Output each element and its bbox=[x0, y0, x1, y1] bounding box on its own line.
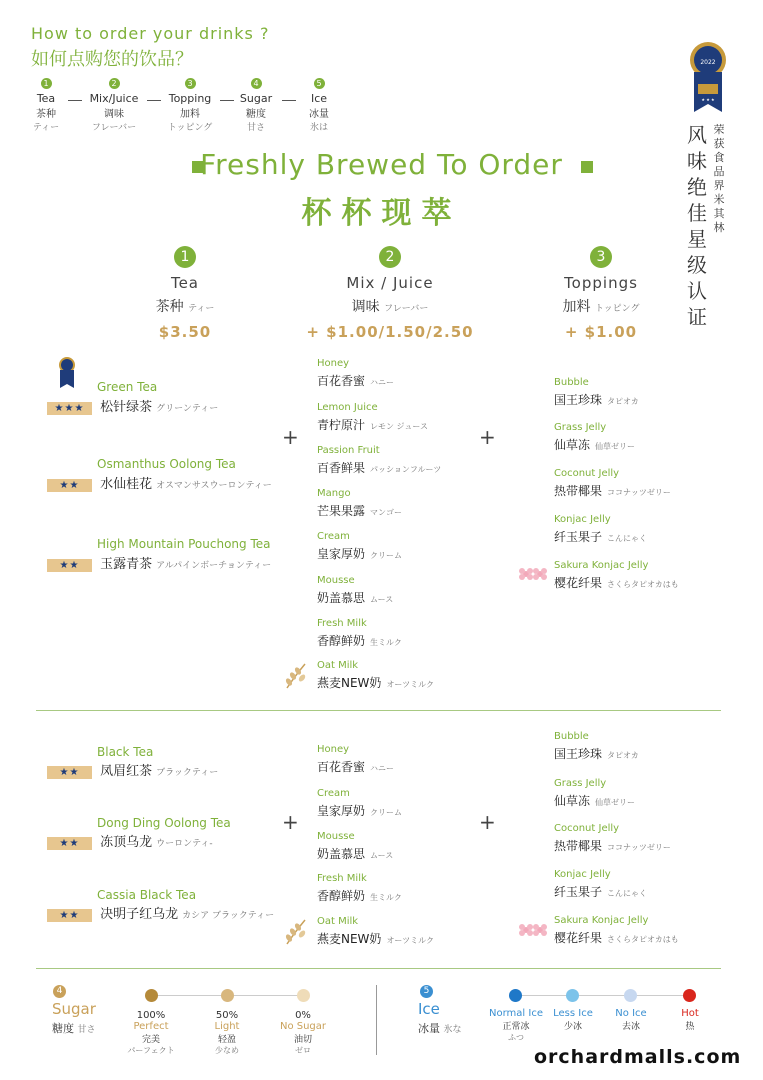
mix-name-en: Mousse bbox=[317, 575, 355, 586]
mix-item bbox=[317, 831, 393, 862]
topping-item bbox=[554, 778, 635, 809]
mix-name-zh: 百香鲜果 パッションフルーツ bbox=[317, 461, 442, 475]
section-divider bbox=[36, 710, 721, 711]
tea-item bbox=[97, 380, 157, 394]
footer-watermark: orchardmalls.com bbox=[534, 1046, 742, 1068]
how-to-order-en: How to order your drinks ? bbox=[31, 24, 270, 43]
mix-item bbox=[317, 744, 394, 775]
mix-name-en: Passion Fruit bbox=[317, 445, 380, 456]
mix-name-zh: 燕麦NEW奶 オーツミルク bbox=[317, 676, 434, 690]
step-label-jp: トッピング bbox=[167, 123, 213, 133]
star-rating: ★★ bbox=[47, 909, 92, 922]
mix-item bbox=[317, 788, 402, 819]
ice-scale-line bbox=[516, 995, 690, 996]
mix-name-en: Oat Milk bbox=[317, 916, 359, 927]
mix-name-en: Fresh Milk bbox=[317, 873, 367, 884]
ice-dot-none bbox=[624, 989, 637, 1002]
mix-name-zh: 奶盖慕思 ムース bbox=[317, 591, 394, 605]
topping-name-en: Konjac Jelly bbox=[554, 869, 611, 880]
sugar-dot-half bbox=[221, 989, 234, 1002]
title-zh: 杯杯现萃 bbox=[301, 196, 462, 231]
column-tea-header bbox=[95, 246, 275, 341]
plus-sign: + bbox=[479, 810, 496, 834]
topping-item bbox=[554, 731, 639, 762]
step-mix bbox=[86, 78, 142, 133]
mix-name-zh: 皇家厚奶 クリーム bbox=[317, 804, 403, 818]
mix-name-en: Oat Milk bbox=[317, 660, 359, 671]
tea-name-en: Dong Ding Oolong Tea bbox=[97, 816, 231, 830]
topping-item bbox=[554, 422, 635, 453]
tea-item-row bbox=[47, 903, 274, 922]
oat-icon bbox=[281, 918, 311, 946]
badge-year: 2022 bbox=[700, 59, 716, 66]
mix-name-zh: 香醇鲜奶 生ミルク bbox=[317, 889, 402, 903]
mix-item bbox=[317, 402, 428, 433]
tea-name-zh: 水仙桂花 オスマンサスウーロンティー bbox=[100, 477, 272, 492]
mix-item bbox=[317, 575, 393, 606]
svg-text:★ ★ ★: ★ ★ ★ bbox=[701, 97, 715, 102]
topping-name-zh: 国王珍珠 タピオカ bbox=[554, 747, 639, 761]
step-divider bbox=[68, 100, 82, 101]
topping-name-en: Bubble bbox=[554, 731, 589, 742]
star-rating: ★★ bbox=[47, 766, 92, 779]
step-label-jp: 甘さ bbox=[246, 123, 265, 133]
tea-item bbox=[97, 537, 270, 551]
step-label-zh: 糖度 bbox=[246, 109, 266, 120]
ice-title-en: Ice bbox=[418, 1000, 440, 1018]
tea-name-zh: 松针绿茶 グリーンティー bbox=[100, 400, 219, 415]
column-title-zh: 茶种 ティー bbox=[155, 299, 215, 315]
ice-dot-normal bbox=[509, 989, 522, 1002]
mix-name-en: Cream bbox=[317, 788, 350, 799]
step-sugar bbox=[228, 78, 284, 133]
step-label-en: Topping bbox=[168, 92, 212, 105]
column-mix-header bbox=[300, 246, 480, 341]
step-label-jp: フレーバー bbox=[91, 123, 137, 133]
tea-item-row bbox=[47, 760, 218, 779]
mix-name-en: Honey bbox=[317, 744, 350, 755]
plus-sign: + bbox=[282, 810, 299, 834]
sugar-level: 50% Light 轻盈 少なめ bbox=[214, 1010, 240, 1055]
ice-dot-hot bbox=[683, 989, 696, 1002]
tea-item bbox=[97, 457, 236, 471]
topping-name-zh: 仙草冻 仙草ゼリー bbox=[554, 438, 636, 452]
ice-level: No Ice 去冰 bbox=[615, 1008, 647, 1032]
mix-name-zh: 燕麦NEW奶 オーツミルク bbox=[317, 932, 434, 946]
topping-name-zh: 热带椰果 ココナッツゼリー bbox=[554, 839, 671, 853]
topping-name-zh: 樱花纤果 さくらタピオカはも bbox=[554, 576, 679, 590]
sugar-step-number: 4 bbox=[53, 985, 66, 998]
sakura-icon bbox=[518, 564, 548, 584]
step-divider bbox=[147, 100, 161, 101]
topping-name-zh: 国王珍珠 タピオカ bbox=[554, 393, 639, 407]
sugar-ice-divider bbox=[376, 985, 377, 1055]
step-label-zh: 调味 bbox=[104, 109, 124, 120]
topping-name-zh: 纤玉果子 こんにゃく bbox=[554, 530, 647, 544]
mix-item bbox=[317, 618, 402, 649]
tea-item-row bbox=[47, 831, 213, 850]
mix-name-en: Cream bbox=[317, 531, 350, 542]
step-label-en: Mix/Juice bbox=[89, 92, 139, 105]
column-title-en: Toppings bbox=[564, 274, 638, 292]
step-label-zh: 加料 bbox=[180, 109, 200, 120]
topping-item bbox=[554, 869, 647, 900]
step-label-en: Sugar bbox=[239, 92, 273, 105]
ice-level: Normal Ice 正常冰 ふつ bbox=[489, 1008, 543, 1042]
tea-name-en: High Mountain Pouchong Tea bbox=[97, 537, 271, 551]
tea-name-en: Black Tea bbox=[97, 745, 154, 759]
tea-name-zh: 凤眉红茶 ブラックティー bbox=[100, 764, 219, 779]
step-tea bbox=[18, 78, 74, 133]
sugar-title-zh: 糖度 甘さ bbox=[52, 1022, 96, 1035]
mix-name-zh: 百花香蜜 ハニー bbox=[317, 374, 395, 388]
column-price: + $1.00/1.50/2.50 bbox=[306, 323, 474, 341]
tea-name-zh: 决明子红乌龙 カシア ブラックティー bbox=[100, 907, 275, 922]
topping-item bbox=[554, 560, 679, 591]
column-toppings-header bbox=[511, 246, 691, 341]
plus-sign: + bbox=[282, 425, 299, 449]
award-vertical-subtext: 荣获食品界米其林 bbox=[713, 123, 725, 234]
column-title-zh: 加料 トッピング bbox=[562, 299, 640, 315]
column-title-zh: 调味 フレーバー bbox=[351, 299, 429, 315]
award-vertical-text: 风味绝佳星级认证 bbox=[687, 123, 707, 329]
step-label-jp: 氷は bbox=[309, 123, 328, 133]
award-medal-icon bbox=[58, 356, 76, 390]
ice-title-zh: 冰量 氷な bbox=[418, 1022, 462, 1035]
step-label-jp: ティー bbox=[32, 123, 60, 133]
topping-item bbox=[554, 915, 679, 946]
star-rating: ★★ bbox=[47, 479, 92, 492]
mix-name-en: Honey bbox=[317, 358, 350, 369]
column-number: 2 bbox=[379, 246, 401, 268]
tea-item-row bbox=[47, 553, 271, 572]
column-title-en: Tea bbox=[170, 274, 200, 292]
mix-item bbox=[317, 445, 441, 476]
mix-name-zh: 青柠原汁 レモン ジュース bbox=[317, 418, 428, 432]
tea-item bbox=[97, 888, 196, 902]
mix-name-en: Lemon Juice bbox=[317, 402, 378, 413]
step-ice bbox=[291, 78, 347, 133]
topping-item bbox=[554, 514, 647, 545]
topping-name-en: Sakura Konjac Jelly bbox=[554, 915, 649, 926]
sugar-title-en: Sugar bbox=[52, 1000, 96, 1018]
tea-item-row bbox=[47, 396, 218, 415]
topping-name-en: Coconut Jelly bbox=[554, 823, 620, 834]
step-number: 5 bbox=[314, 78, 325, 89]
column-title-en: Mix / Juice bbox=[346, 274, 434, 292]
ice-level: Hot 热 bbox=[681, 1008, 699, 1032]
topping-name-zh: 仙草冻 仙草ゼリー bbox=[554, 794, 636, 808]
step-label-zh: 冰量 bbox=[309, 109, 329, 120]
topping-name-zh: 樱花纤果 さくらタピオカはも bbox=[554, 931, 679, 945]
tea-item bbox=[97, 745, 153, 759]
title-en: Freshly Brewed To Order bbox=[200, 148, 563, 181]
step-number: 2 bbox=[109, 78, 120, 89]
section-divider bbox=[36, 968, 721, 969]
topping-name-en: Bubble bbox=[554, 377, 589, 388]
topping-name-en: Grass Jelly bbox=[554, 422, 607, 433]
sugar-dot-full bbox=[145, 989, 158, 1002]
step-number: 3 bbox=[185, 78, 196, 89]
mix-name-en: Fresh Milk bbox=[317, 618, 367, 629]
column-number: 1 bbox=[174, 246, 196, 268]
tea-name-en: Osmanthus Oolong Tea bbox=[97, 457, 236, 471]
topping-name-en: Konjac Jelly bbox=[554, 514, 611, 525]
step-topping bbox=[162, 78, 218, 133]
mix-name-zh: 香醇鲜奶 生ミルク bbox=[317, 634, 402, 648]
step-number: 1 bbox=[41, 78, 52, 89]
step-label-en: Ice bbox=[310, 92, 328, 105]
topping-item bbox=[554, 377, 639, 408]
mix-name-en: Mousse bbox=[317, 831, 355, 842]
topping-name-en: Grass Jelly bbox=[554, 778, 607, 789]
sugar-level: 0% No Sugar 油切 ゼロ bbox=[279, 1010, 327, 1055]
topping-item bbox=[554, 468, 671, 499]
sugar-level: 100% Perfect 完美 パーフェクト bbox=[127, 1010, 175, 1055]
superior-taste-award-badge bbox=[688, 40, 728, 122]
mix-item bbox=[317, 488, 402, 519]
topping-name-zh: 纤玉果子 こんにゃく bbox=[554, 885, 647, 899]
star-rating: ★★ bbox=[47, 559, 92, 572]
plus-sign: + bbox=[479, 425, 496, 449]
topping-name-en: Coconut Jelly bbox=[554, 468, 620, 479]
tea-name-en: Green Tea bbox=[97, 380, 158, 394]
mix-item bbox=[317, 873, 402, 904]
tea-name-en: Cassia Black Tea bbox=[97, 888, 197, 902]
tea-name-zh: 玉露青茶 アルパインボーチョンティー bbox=[100, 557, 272, 572]
step-number: 4 bbox=[251, 78, 262, 89]
mix-name-zh: 奶盖慕思 ムース bbox=[317, 847, 394, 861]
sakura-icon bbox=[518, 920, 548, 940]
how-to-order-zh: 如何点购您的饮品？ bbox=[31, 49, 193, 70]
mix-item bbox=[317, 531, 402, 562]
star-rating: ★★ bbox=[47, 837, 92, 850]
column-price: + $1.00 bbox=[564, 323, 638, 341]
tea-name-zh: 冻顶乌龙 ウーロンティ- bbox=[100, 835, 213, 850]
topping-name-en: Sakura Konjac Jelly bbox=[554, 560, 649, 571]
mix-item bbox=[317, 660, 434, 691]
mix-name-zh: 芒果果露 マンゴー bbox=[317, 504, 403, 518]
column-price: $3.50 bbox=[158, 323, 212, 341]
tea-item-row bbox=[47, 473, 272, 492]
sugar-dot-zero bbox=[297, 989, 310, 1002]
topping-name-zh: 热带椰果 ココナッツゼリー bbox=[554, 484, 671, 498]
mix-name-zh: 皇家厚奶 クリーム bbox=[317, 547, 403, 561]
mix-item bbox=[317, 916, 434, 947]
topping-item bbox=[554, 823, 671, 854]
mix-name-en: Mango bbox=[317, 488, 351, 499]
mix-item bbox=[317, 358, 394, 389]
tea-item bbox=[97, 816, 231, 830]
column-number: 3 bbox=[590, 246, 612, 268]
step-label-en: Tea bbox=[36, 92, 56, 105]
ice-level: Less Ice 少冰 bbox=[553, 1008, 593, 1032]
oat-icon bbox=[281, 662, 311, 690]
star-rating: ★★★ bbox=[47, 402, 92, 415]
ice-step-number: 5 bbox=[420, 985, 433, 998]
ice-dot-less bbox=[566, 989, 579, 1002]
step-label-zh: 茶种 bbox=[36, 109, 56, 120]
mix-name-zh: 百花香蜜 ハニー bbox=[317, 760, 395, 774]
